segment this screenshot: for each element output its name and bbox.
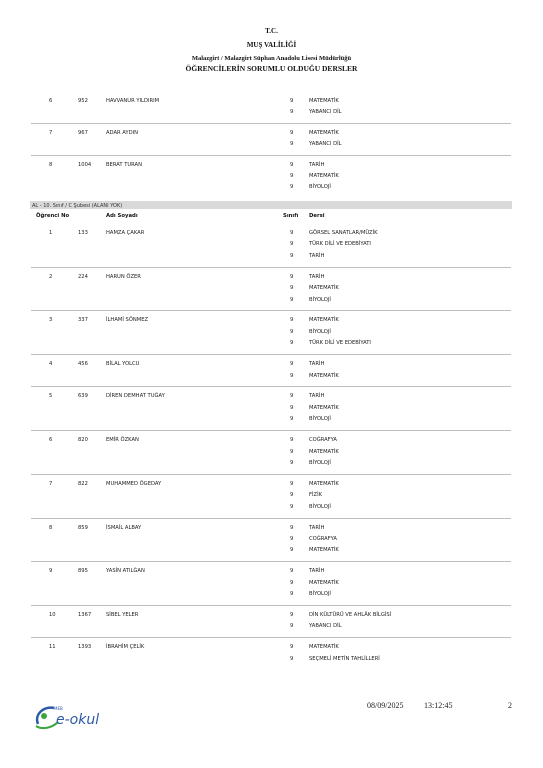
student-name: MUHAMMED ÖGEDAY [106, 480, 162, 487]
student-name: SİBEL YELER [106, 611, 139, 618]
lesson-name: TÜRK DİLİ VE EDEBİYATI [309, 241, 371, 248]
lesson-name: BİYOLOJİ [309, 459, 331, 466]
lesson-grade: 9 [290, 591, 294, 597]
lesson-grade: 9 [290, 273, 294, 280]
lesson-grade: 9 [290, 644, 294, 651]
lesson-name: TÜRK DİLİ VE EDEBİYATI [309, 340, 371, 347]
lesson-name: FİZİK [309, 492, 322, 499]
lesson-name: GÖRSEL SANATLAR/MÜZİK [309, 230, 378, 236]
lesson-grade: 9 [290, 655, 294, 662]
lesson-grade: 9 [290, 547, 294, 554]
student-name: EMİR ÖZKAN [106, 437, 139, 444]
student-name: İSMAİL ALBAY [106, 524, 142, 531]
row-separator [31, 561, 511, 562]
row-number: 7 [49, 129, 53, 136]
row-number: 8 [49, 161, 53, 168]
row-number: 8 [49, 524, 53, 531]
section-label: AL - 10. Sınıf / C Şubesi (ALANI YOK) [32, 202, 123, 209]
student-number: 1004 [78, 161, 92, 168]
student-name: BERAT TURAN [106, 161, 142, 168]
section-bar [30, 201, 512, 209]
student-name: DİREN DEMHAT TUĞAY [106, 393, 165, 400]
student-name: İBRAHİM ÇELİK [106, 644, 145, 651]
lesson-name: MATEMATİK [309, 480, 339, 487]
lesson-grade: 9 [290, 459, 294, 466]
row-separator [31, 354, 511, 355]
student-number: 822 [78, 480, 88, 487]
lesson-grade: 9 [290, 340, 294, 347]
lesson-name: BİYOLOJİ [309, 503, 331, 510]
lesson-name: MATEMATİK [309, 317, 339, 324]
column-header-name: Adı Soyadı [106, 213, 138, 219]
lesson-grade: 9 [290, 252, 294, 259]
lesson-name: TARİH [309, 568, 325, 575]
lesson-name: MATEMATİK [309, 129, 339, 136]
row-number: 10 [49, 611, 56, 618]
student-name: HARUN ÖZER [106, 273, 141, 280]
lesson-grade: 9 [290, 480, 294, 487]
lesson-name: MATEMATİK [309, 579, 339, 586]
lesson-name: MATEMATİK [309, 404, 339, 411]
lesson-name: TARİH [309, 524, 325, 531]
row-number: 9 [49, 568, 53, 575]
student-number: 456 [78, 361, 88, 368]
lesson-name: TARİH [309, 161, 325, 168]
header-school: Malazgirt / Malazgirt Süphan Anadolu Lisesi Müdürlüğü [191, 55, 352, 62]
lesson-name: MATEMATİK [309, 448, 339, 455]
student-name: HAVVANUR YILDIRIM [106, 98, 160, 104]
lesson-name: MATEMATİK [309, 547, 339, 554]
row-separator [31, 267, 511, 268]
row-separator [31, 310, 511, 311]
lesson-grade: 9 [290, 173, 294, 179]
row-number: 3 [49, 317, 53, 324]
lesson-name: TARİH [309, 393, 325, 400]
student-number: 224 [78, 273, 88, 280]
header-governorship: MUŞ VALİLİĞİ [246, 41, 297, 49]
row-number: 5 [49, 393, 53, 400]
lesson-grade: 9 [290, 230, 294, 236]
row-separator [31, 605, 511, 606]
row-number: 11 [49, 644, 56, 651]
header-tc: T.C. [265, 27, 278, 35]
lesson-name: YABANCI DİL [309, 141, 342, 148]
lesson-name: MATEMATİK [309, 644, 339, 651]
row-separator [31, 518, 511, 519]
lesson-grade: 9 [290, 623, 294, 630]
lesson-grade: 9 [290, 579, 294, 586]
row-number: 1 [49, 230, 53, 236]
lesson-grade: 9 [290, 161, 294, 168]
student-number: 967 [78, 129, 88, 136]
student-name: HAMZA ÇAKAR [106, 230, 145, 236]
lesson-name: YABANCI DİL [309, 623, 342, 630]
page-number: 2 [508, 701, 512, 710]
row-separator [31, 123, 511, 124]
row-number: 6 [49, 437, 53, 444]
row-separator [31, 155, 511, 156]
lesson-name: BİYOLOJİ [309, 328, 331, 335]
student-name: YASİN ATILĞAN [106, 568, 145, 575]
student-name: BİLAL YOLCU [106, 361, 140, 368]
row-separator [31, 474, 511, 475]
student-number: 1393 [78, 644, 92, 651]
lesson-name: TARİH [309, 361, 325, 368]
footer-time: 13:12:45 [424, 701, 453, 710]
lesson-name: DİN KÜLTÜRÜ VE AHLÂK BİLGİSİ [309, 611, 392, 618]
logo-meb-text: MEB [54, 706, 63, 711]
student-name: İLHAMİ SÖNMEZ [106, 317, 149, 324]
row-number: 6 [49, 98, 53, 104]
row-separator [31, 430, 511, 431]
lesson-grade: 9 [290, 393, 294, 400]
lesson-grade: 9 [290, 109, 294, 116]
lesson-grade: 9 [290, 184, 294, 191]
row-number: 7 [49, 480, 53, 487]
column-header-grade: Sınıfı [283, 213, 299, 219]
student-number: 952 [78, 98, 88, 104]
row-number: 2 [49, 273, 53, 280]
row-separator [31, 637, 511, 638]
lesson-grade: 9 [290, 296, 294, 303]
document-title: ÖĞRENCİLERİN SORUMLU OLDUĞU DERSLER [185, 64, 358, 73]
lesson-grade: 9 [290, 437, 294, 444]
lesson-grade: 9 [290, 611, 294, 618]
lesson-name: TARİH [309, 252, 325, 259]
lesson-grade: 9 [290, 524, 294, 531]
student-number: 133 [78, 230, 88, 236]
student-name: ADAR AYDIN [106, 129, 138, 136]
lesson-grade: 9 [290, 98, 294, 104]
lesson-grade: 9 [290, 241, 294, 248]
lesson-name: MATEMATİK [309, 372, 339, 379]
lesson-grade: 9 [290, 503, 294, 510]
row-number: 4 [49, 361, 53, 368]
lesson-name: COĞRAFYA [309, 437, 337, 444]
lesson-grade: 9 [290, 285, 294, 292]
logo-eokul-text: e-okul [56, 712, 100, 728]
column-header-lesson: Dersi [309, 213, 325, 219]
lesson-name: YABANCI DİL [309, 109, 342, 116]
lesson-name: BİYOLOJİ [309, 416, 331, 423]
lesson-name: BİYOLOJİ [309, 184, 331, 191]
student-number: 859 [78, 524, 88, 531]
student-number: 1367 [78, 611, 92, 618]
lesson-name: BİYOLOJİ [309, 591, 331, 597]
lesson-grade: 9 [290, 416, 294, 423]
lesson-name: SEÇMELİ METİN TAHLİLLERİ [309, 655, 380, 662]
lesson-grade: 9 [290, 129, 294, 136]
lesson-name: TARİH [309, 273, 325, 280]
lesson-grade: 9 [290, 372, 294, 379]
lesson-grade: 9 [290, 361, 294, 368]
column-header-student-no: Öğrenci No [36, 213, 70, 219]
lesson-grade: 9 [290, 492, 294, 499]
student-number: 895 [78, 568, 88, 575]
lesson-name: MATEMATİK [309, 98, 339, 104]
lesson-name: COĞRAFYA [309, 535, 337, 542]
student-number: 639 [78, 393, 88, 400]
lesson-grade: 9 [290, 141, 294, 148]
student-number: 820 [78, 437, 88, 444]
lesson-name: BİYOLOJİ [309, 296, 331, 303]
lesson-grade: 9 [290, 328, 294, 335]
lesson-name: MATEMATİK [309, 285, 339, 292]
lesson-grade: 9 [290, 448, 294, 455]
lesson-grade: 9 [290, 404, 294, 411]
eokul-logo [32, 700, 112, 732]
eokul-logo-icon [32, 700, 112, 732]
lesson-grade: 9 [290, 568, 294, 575]
student-number: 337 [78, 317, 88, 324]
row-separator [31, 386, 511, 387]
lesson-grade: 9 [290, 535, 294, 542]
lesson-grade: 9 [290, 317, 294, 324]
lesson-name: MATEMATİK [309, 173, 339, 179]
footer-date: 08/09/2025 [367, 701, 404, 710]
